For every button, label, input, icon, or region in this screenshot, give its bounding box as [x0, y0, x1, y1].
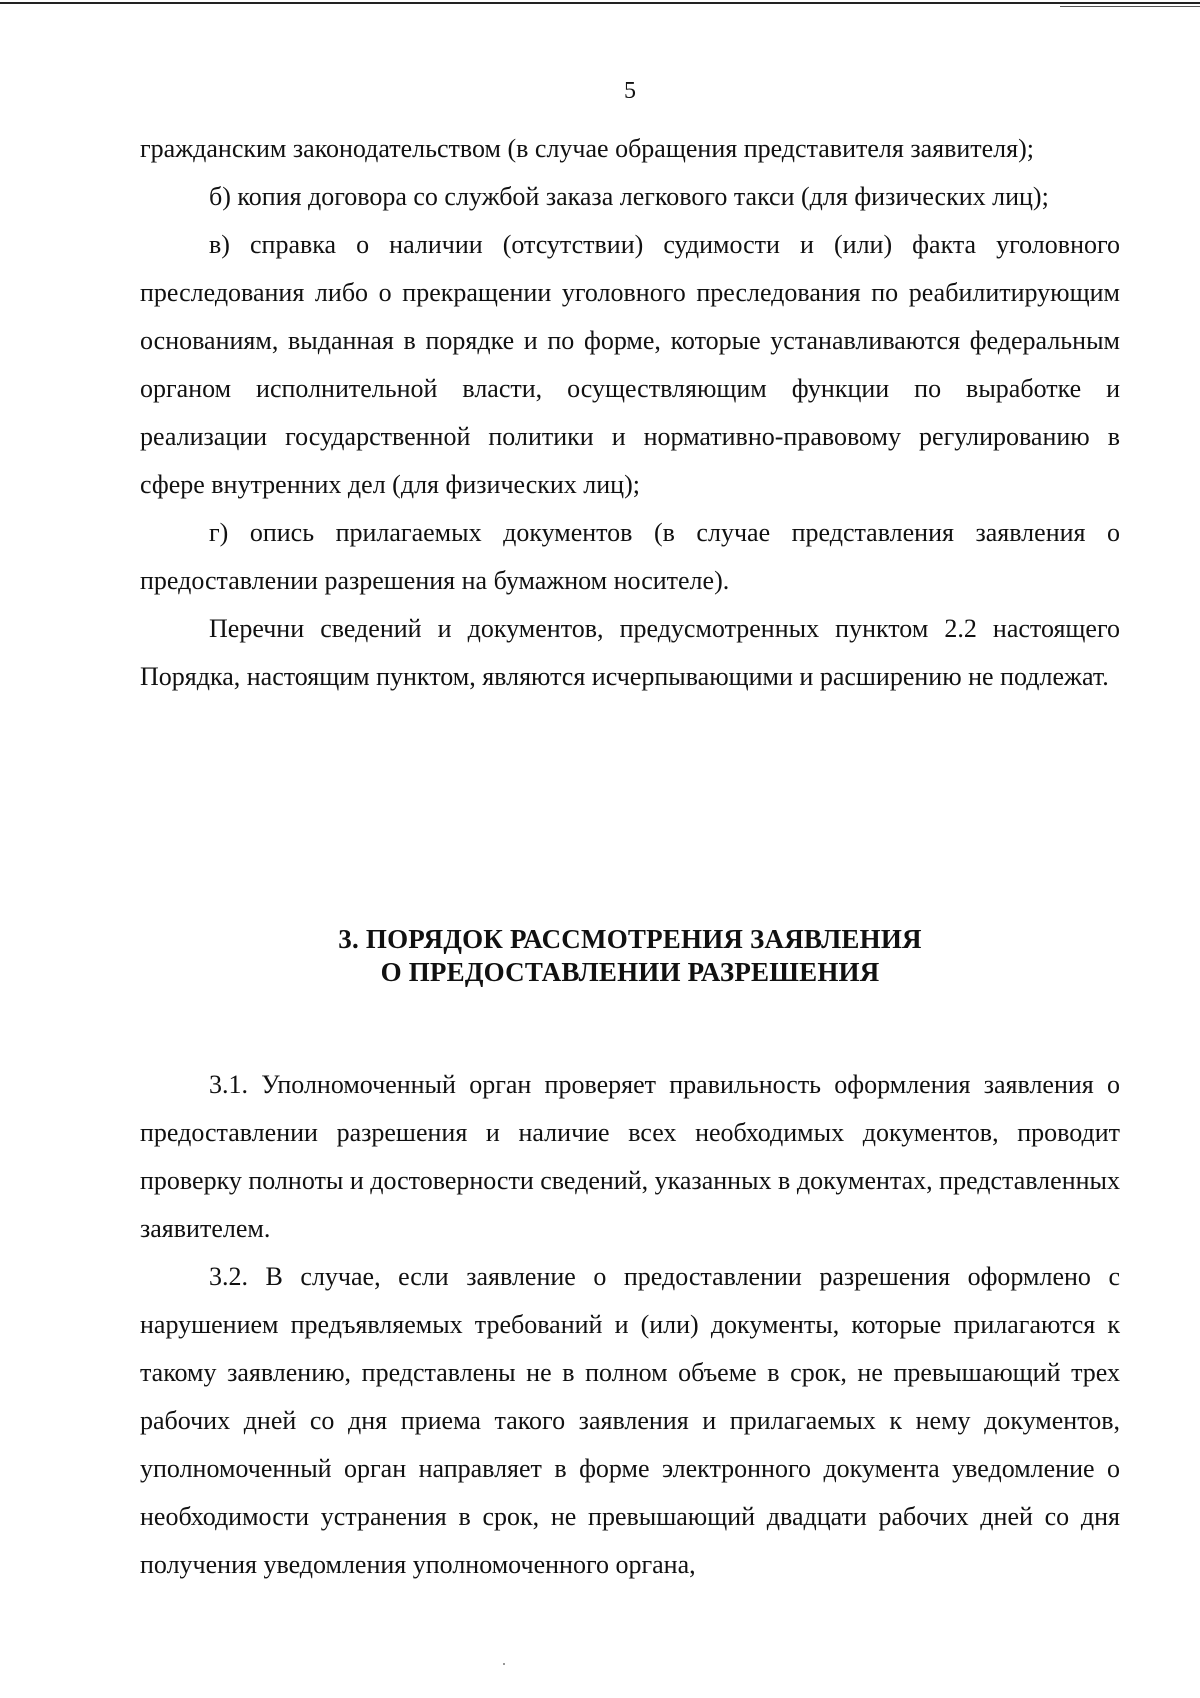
- paragraph-3-1: 3.1. Уполномоченный орган проверяет правильность оформления заявления о предоставлении разрешения и наличие всех необходимых документов, проводит проверку полноты и достоверности сведений, указанных в документах, представленных заявителем.: [140, 1070, 1120, 1243]
- scan-speck: [503, 1663, 505, 1665]
- paragraph-3-2: 3.2. В случае, если заявление о предоставлении разрешения оформлено с нарушением предъявляемых требований и (или) документы, которые прилагаются к такому заявлению, представлены не в полном объеме в срок, не превышающий трех рабочих дней со дня приема такого заявления и прилагаемых к нему документов, уполномоченный орган направляет в форме электронного документа уведомление о необходимости устранения в срок, не превышающий двадцати рабочих дней со дня получения уведомления уполномоченного органа,: [140, 1262, 1120, 1579]
- paragraph-item-g: г) опись прилагаемых документов (в случае представления заявления о предоставлении разрешения на бумажном носителе).: [140, 518, 1120, 595]
- scan-top-edge-line: [0, 2, 1200, 4]
- section-heading-line-2: О ПРЕДОСТАВЛЕНИИ РАЗРЕШЕНИЯ: [380, 957, 880, 987]
- page-number: 5: [624, 78, 636, 104]
- section-heading-line-1: 3. ПОРЯДОК РАССМОТРЕНИЯ ЗАЯВЛЕНИЯ: [338, 924, 922, 954]
- scan-top-edge-fragment: [1060, 6, 1200, 7]
- section-heading: [140, 923, 1120, 989]
- paragraph-lists-exhaustive: Перечни сведений и документов, предусмотренных пунктом 2.2 настоящего Порядка, настоящим пунктом, являются исчерпывающими и расширению не подлежат.: [140, 614, 1120, 691]
- paragraph-item-b: б) копия договора со службой заказа легкового такси (для физических лиц);: [209, 182, 1049, 211]
- document-body-top: [140, 125, 1120, 701]
- paragraph-continuation: гражданским законодательством (в случае обращения представителя заявителя);: [140, 134, 1034, 163]
- paragraph-item-v: в) справка о наличии (отсутствии) судимости и (или) факта уголовного преследования либо о прекращении уголовного преследования по реабилитирующим основаниям, выданная в порядке и по форме, которые устанавливаются федеральным органом исполнительной власти, осуществляющим функции по выработке и реализации государственной политики и нормативно-правовому регулированию в сфере внутренних дел (для физических лиц);: [140, 230, 1120, 499]
- document-body-bottom: [140, 1061, 1120, 1589]
